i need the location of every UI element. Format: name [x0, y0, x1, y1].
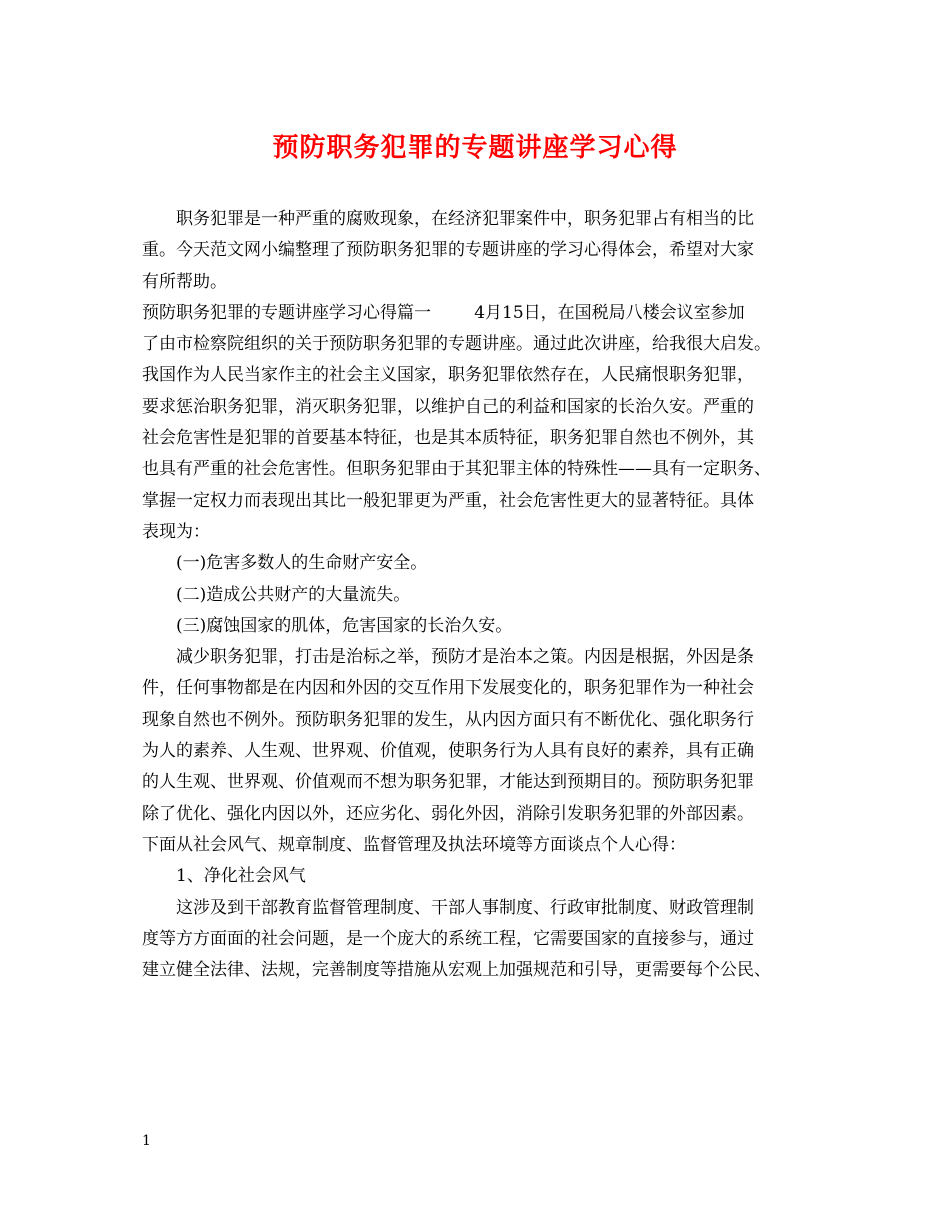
text-line: 度等方方面面的社会问题，是一个庞大的系统工程，它需要国家的直接参与，通过	[142, 928, 754, 949]
section-heading: 1、净化社会风气	[176, 866, 306, 887]
list-item: (三)腐蚀国家的肌体，危害国家的长治久安。	[176, 615, 513, 636]
text-line: 要求惩治职务犯罪，消灭职务犯罪，以维护自己的利益和国家的长治久安。严重的	[142, 396, 754, 417]
text-line: 了由市检察院组织的关于预防职务犯罪的专题讲座。通过此次讲座，给我很大启发。	[142, 334, 771, 355]
document-body	[142, 204, 826, 986]
text-line: 除了优化、强化内因以外，还应劣化、弱化外因，消除引发职务犯罪的外部因素。	[142, 803, 754, 824]
page-number: 1	[142, 1133, 151, 1149]
list-item: (二)造成公共财产的大量流失。	[176, 584, 411, 605]
text-line: 职务犯罪是一种严重的腐败现象，在经济犯罪案件中，职务犯罪占有相当的比	[176, 209, 754, 229]
text-line: 我国作为人民当家作主的社会主义国家，职务犯罪依然存在，人民痛恨职务犯罪，	[142, 365, 754, 386]
text-line: 社会危害性是犯罪的首要基本特征，也是其本质特征，职务犯罪自然也不例外，其	[142, 428, 754, 449]
text-line: 现象自然也不例外。预防职务犯罪的发生，从内因方面只有不断优化、强化职务行	[142, 709, 754, 730]
text-line: 也具有严重的社会危害性。但职务犯罪由于其犯罪主体的特殊性——具有一定职务、	[142, 459, 771, 480]
text-line: 表现为：	[142, 521, 210, 542]
text-line: 建立健全法律、法规，完善制度等措施从宏观上加强规范和引导，更需要每个公民、	[142, 960, 771, 981]
document-title: 预防职务犯罪的专题讲座学习心得	[272, 133, 678, 163]
text-line: 为人的素养、人生观、世界观、价值观，使职务行为人具有良好的素养，具有正确	[142, 741, 754, 762]
text-line: 掌握一定权力而表现出其比一般犯罪更为严重，社会危害性更大的显著特征。具体	[142, 490, 754, 511]
text-line: 有所帮助。	[142, 271, 227, 292]
text-line: 减少职务犯罪，打击是治标之举，预防才是治本之策。内因是根据，外因是条	[176, 647, 754, 668]
text-line: 的人生观、世界观、价值观而不想为职务犯罪，才能达到预期目的。预防职务犯罪	[142, 772, 754, 793]
text-line: 重。今天范文网小编整理了预防职务犯罪的专题讲座的学习心得体会，希望对大家	[142, 240, 754, 261]
text-line: 下面从社会风气、规章制度、监督管理及执法环境等方面谈点个人心得：	[142, 834, 686, 855]
text-line: 件，任何事物都是在内因和外因的交互作用下发展变化的，职务犯罪作为一种社会	[142, 678, 754, 699]
text-line: 预防职务犯罪的专题讲座学习心得篇一 4月15日，在国税局八楼会议室参加	[142, 302, 745, 323]
text-line: 这涉及到干部教育监督管理制度、干部人事制度、行政审批制度、财政管理制	[176, 897, 754, 918]
list-item: (一)危害多数人的生命财产安全。	[176, 553, 428, 574]
